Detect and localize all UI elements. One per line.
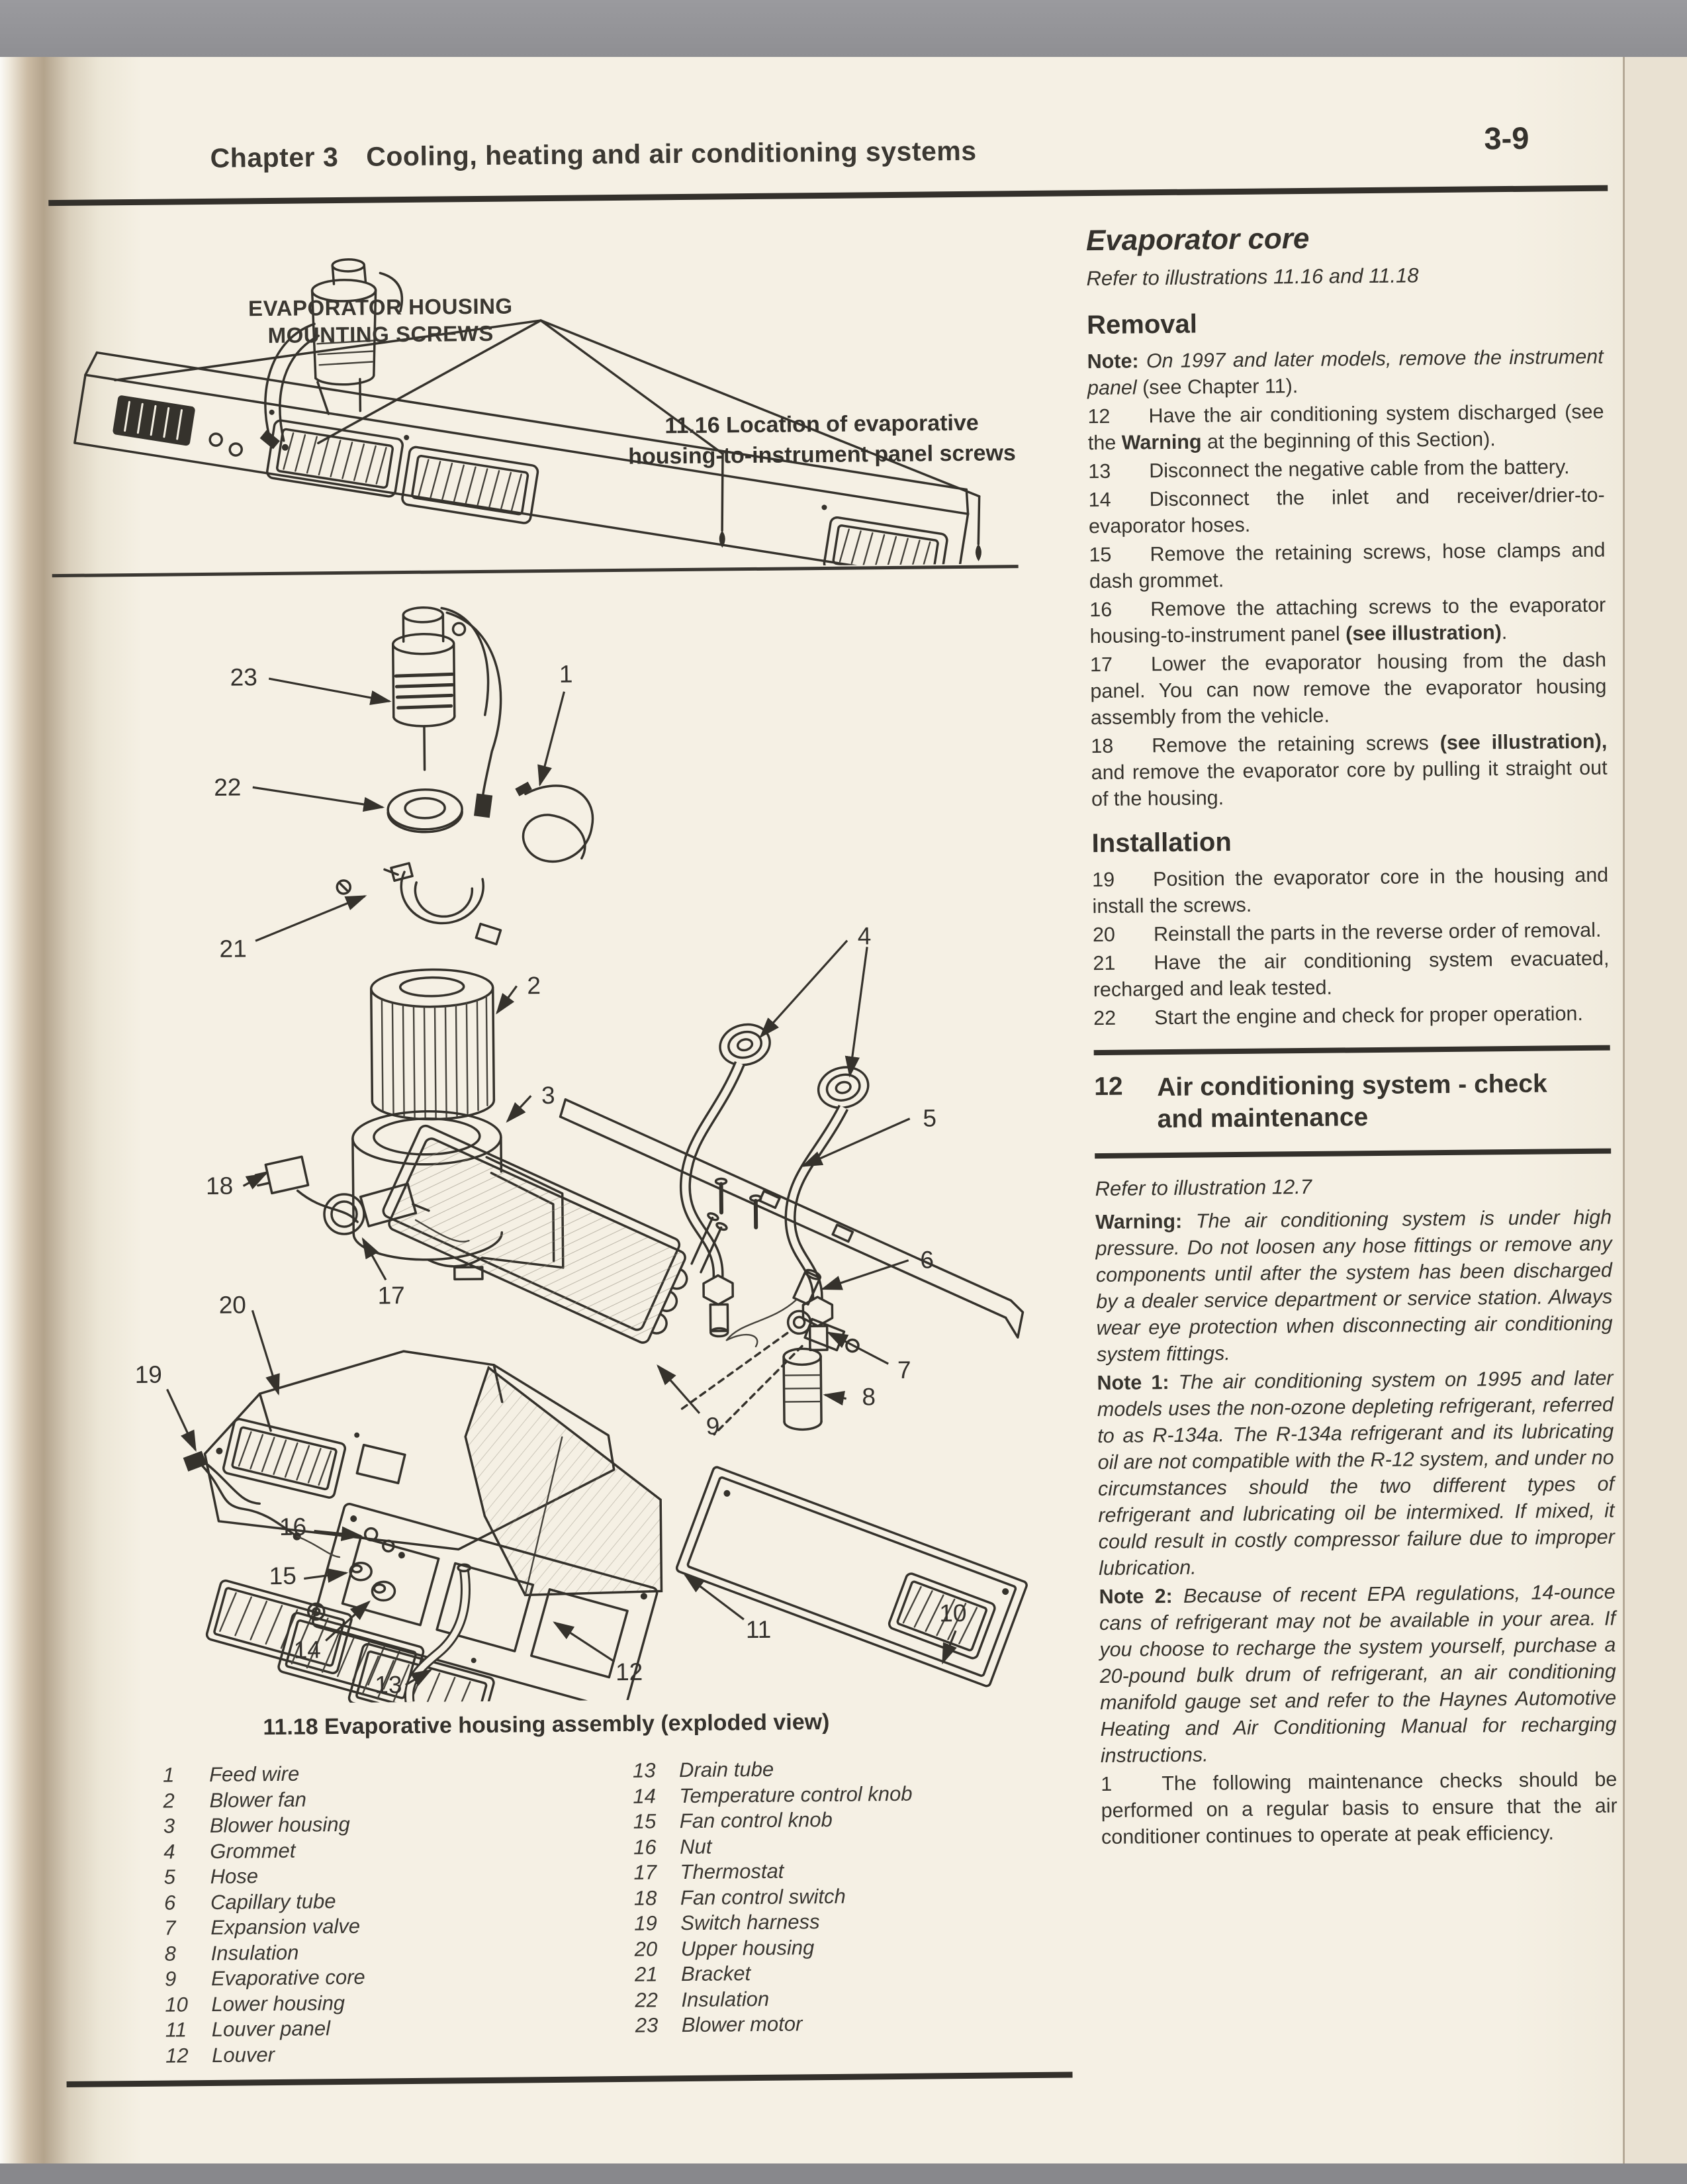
paragraph: 14 Disconnect the inlet and receiver/drier-to-evaporator hoses. <box>1088 483 1605 538</box>
paragraph: Note 2: Because of recent EPA regulations, 14-ounce cans of refrigerant may not be available in your area. If you choose to recharge the system yourself, purchase a 20-pound bulk drum of refrigerant, an air conditioning manifold gauge set and refer to the Haynes Automotive Heating and Air Conditioning Manual for recharging instructions. <box>1099 1580 1617 1768</box>
part-row <box>634 1933 1005 1962</box>
figure-11-18 <box>52 571 1029 1705</box>
removal-heading: Removal <box>1086 309 1198 340</box>
paragraph: 18 Remove the retaining screws (see illustration), and remove the evaporator core by pulling it straight out of the housing. <box>1091 730 1608 811</box>
part-number: 20 <box>634 1936 658 1961</box>
maintenance-paragraphs <box>1095 1204 1618 1850</box>
part-name: Insulation <box>210 1940 299 1965</box>
part-row <box>633 1754 1003 1783</box>
callout-number-4: 4 <box>857 922 872 950</box>
callout-number-17: 17 <box>377 1282 405 1309</box>
part-row <box>165 1937 588 1967</box>
section-12-number: 12 <box>1093 1072 1123 1102</box>
part-name: Blower fan <box>209 1787 307 1812</box>
step-number: 15 <box>1089 543 1112 567</box>
callout-number-20: 20 <box>218 1291 247 1319</box>
callout-number-14: 14 <box>293 1636 322 1664</box>
page-content <box>0 57 1623 2163</box>
header-rule <box>48 185 1608 207</box>
callout-number-1: 1 <box>559 660 573 688</box>
step-number: 12 <box>1087 404 1111 428</box>
part-number: 5 <box>163 1865 176 1889</box>
part-name: Grommet <box>210 1838 296 1863</box>
part-row <box>635 1958 1005 1987</box>
paragraph: 17 Lower the evaporator housing from the dash panel. You can now remove the evaporator housing assembly from the vehicle. <box>1089 648 1607 730</box>
text-column <box>1086 220 1618 1852</box>
part-name: Temperature control knob <box>679 1781 913 1807</box>
paragraph: Note: On 1997 and later models, remove the instrument panel (see Chapter 11). <box>1087 345 1604 400</box>
step-number: 1 <box>1101 1772 1113 1796</box>
callout-number-13: 13 <box>375 1671 402 1699</box>
page-number: 3-9 <box>1484 120 1529 156</box>
part-number: 17 <box>633 1860 657 1884</box>
part-number: 6 <box>163 1890 176 1915</box>
part-number: 13 <box>632 1758 656 1782</box>
parts-list-right <box>633 1754 1006 2038</box>
paragraph: 15 Remove the retaining screws, hose clamps and dash grommet. <box>1089 538 1606 593</box>
refer-note: Refer to illustrations 11.16 and 11.18 <box>1086 263 1419 291</box>
paragraph: Note 1: The air conditioning system on 1995 and later models uses the non-ozone depleting refrigerant, referred to as R-134a. The R-134a refrigerant and its lubricating oil are not compatible with the R-12 system, and under no circumstances should the two different types of refrigerant and lubricating oil be intermixed. If mixed, it could result in costly compressor failure due to improper lubrication. <box>1097 1366 1615 1580</box>
part-name: Louver panel <box>211 2017 331 2041</box>
part-name: Drain tube <box>678 1757 774 1782</box>
callout-number-18: 18 <box>205 1172 234 1200</box>
step-number: 14 <box>1088 488 1111 512</box>
part-row <box>165 2039 589 2069</box>
part-number: 19 <box>634 1911 657 1935</box>
part-number: 9 <box>164 1967 177 1991</box>
removal-paragraphs <box>1087 344 1608 812</box>
part-number: 3 <box>163 1814 175 1838</box>
part-name: Bracket <box>680 1962 751 1986</box>
part-name: Nut <box>680 1834 712 1858</box>
bottom-rule <box>67 2071 1073 2087</box>
part-number: 22 <box>635 1987 659 2012</box>
part-row <box>633 1831 1004 1860</box>
part-number: 21 <box>634 1962 658 1986</box>
step-number: 22 <box>1093 1006 1117 1030</box>
chapter-label: Chapter 3 <box>210 141 339 173</box>
callout-number-22: 22 <box>214 773 242 801</box>
part-row <box>165 1962 588 1992</box>
paragraph: 20 Reinstall the parts in the reverse order of removal. <box>1093 917 1609 948</box>
part-name: Lower housing <box>211 1991 345 2016</box>
part-name: Switch harness <box>680 1910 820 1935</box>
part-row <box>163 1860 587 1890</box>
part-row <box>163 1758 586 1788</box>
step-number: 21 <box>1093 951 1116 975</box>
part-number: 7 <box>164 1916 176 1940</box>
step-number: 13 <box>1088 459 1111 483</box>
part-row <box>165 2013 589 2043</box>
installation-paragraphs <box>1092 862 1610 1031</box>
part-name: Blower motor <box>681 2012 803 2037</box>
part-number: 12 <box>165 2043 189 2067</box>
part-row <box>633 1856 1004 1885</box>
section-rule-top <box>1094 1045 1610 1055</box>
part-row <box>634 1882 1005 1911</box>
part-name: Hose <box>210 1864 259 1888</box>
paragraph: 22 Start the engine and check for proper operation. <box>1093 1000 1610 1031</box>
part-name: Insulation <box>681 1987 770 2011</box>
paragraph: 1 The following maintenance checks should be performed on a regular basis to ensure that the air conditioner continues to operate at peak efficiency. <box>1101 1768 1618 1849</box>
callout-number-3: 3 <box>541 1081 555 1110</box>
callout-number-11: 11 <box>745 1615 772 1644</box>
part-number: 10 <box>165 1992 189 2017</box>
part-row <box>635 2009 1006 2038</box>
part-name: Capillary tube <box>210 1889 336 1914</box>
part-name: Fan control knob <box>679 1807 833 1833</box>
paragraph: 16 Remove the attaching screws to the evaporator housing-to-instrument panel (see illustration). <box>1089 593 1606 648</box>
callout-number-8: 8 <box>862 1383 876 1411</box>
part-number: 8 <box>164 1941 177 1966</box>
paragraph: 21 Have the air conditioning system evacuated, recharged and leak tested. <box>1093 947 1610 1002</box>
part-number: 23 <box>635 2013 659 2037</box>
callout-number-12: 12 <box>615 1658 643 1686</box>
part-number: 16 <box>633 1834 657 1859</box>
step-number: 17 <box>1089 653 1113 677</box>
step-number: 20 <box>1092 923 1116 947</box>
part-name: Thermostat <box>680 1859 784 1884</box>
part-row <box>633 1780 1003 1809</box>
part-number: 18 <box>633 1885 657 1910</box>
scanner-bed-top <box>0 0 1687 57</box>
figure-11-16-label: EVAPORATOR HOUSING MOUNTING SCREWS <box>248 293 513 348</box>
figure-11-16-drawing <box>49 218 1019 573</box>
part-row <box>165 1988 588 2018</box>
paragraph: Warning: The air conditioning system is under high pressure. Do not loosen any hose fittings or remove any components until after the system has been discharged by a dealer service department or service station. Always wear eye protection when disconnecting air conditioning system fittings. <box>1095 1206 1613 1366</box>
part-number: 11 <box>165 2018 187 2042</box>
part-name: Louver <box>212 2042 275 2067</box>
callout-number-15: 15 <box>269 1562 297 1590</box>
part-row <box>163 1809 587 1839</box>
part-name: Expansion valve <box>210 1914 361 1939</box>
callout-number-16: 16 <box>279 1513 307 1541</box>
chapter-title: Cooling, heating and air conditioning systems <box>366 135 977 172</box>
step-number: 18 <box>1091 734 1114 758</box>
part-name: Upper housing <box>680 1935 815 1960</box>
part-row <box>164 1886 588 1916</box>
callout-number-2: 2 <box>527 972 541 1000</box>
page-edge-strip <box>1623 57 1687 2163</box>
part-row <box>163 1835 587 1865</box>
figure-11-18-caption: 11.18 Evaporative housing assembly (exploded view) <box>263 1709 830 1740</box>
part-number: 14 <box>633 1783 657 1808</box>
part-number: 1 <box>162 1763 175 1787</box>
part-row <box>633 1805 1004 1834</box>
callout-number-23: 23 <box>230 663 257 691</box>
callout-number-19: 19 <box>134 1360 163 1389</box>
part-name: Evaporative core <box>210 1965 365 1990</box>
part-name: Fan control switch <box>680 1884 846 1909</box>
installation-heading: Installation <box>1091 828 1232 859</box>
part-name: Blower housing <box>209 1812 350 1837</box>
parts-list-left <box>163 1758 589 2068</box>
callout-number-10: 10 <box>939 1599 967 1627</box>
section-rule-bottom <box>1095 1149 1611 1159</box>
callout-number-21: 21 <box>219 935 247 963</box>
paragraph: 13 Disconnect the negative cable from the battery. <box>1088 453 1604 485</box>
part-number: 15 <box>633 1809 657 1833</box>
step-number: 19 <box>1092 868 1115 892</box>
page-header <box>210 136 976 174</box>
part-row <box>163 1784 586 1814</box>
callout-number-7: 7 <box>897 1356 911 1384</box>
part-number: 4 <box>163 1839 175 1864</box>
part-row <box>164 1911 588 1941</box>
figure-11-16 <box>49 218 1019 573</box>
section-12-header <box>1094 1068 1611 1136</box>
step-number: 16 <box>1089 598 1113 622</box>
part-name: Feed wire <box>208 1762 300 1786</box>
part-number: 2 <box>163 1788 175 1813</box>
section-12-title: Air conditioning system - check and maintenance <box>1157 1069 1547 1134</box>
refer-note-2: Refer to illustration 12.7 <box>1095 1174 1312 1201</box>
paragraph: 12 Have the air conditioning system discharged (see the Warning at the beginning of this Section). <box>1087 400 1604 455</box>
part-row <box>635 1984 1005 2013</box>
scanner-bed-bottom <box>0 2163 1687 2184</box>
callout-number-5: 5 <box>923 1104 937 1132</box>
part-row <box>634 1907 1005 1936</box>
callout-number-6: 6 <box>920 1246 935 1274</box>
manual-page <box>0 57 1623 2163</box>
figure-11-18-drawing <box>52 571 1029 1705</box>
callout-number-9: 9 <box>706 1412 720 1440</box>
section-heading: Evaporator core <box>1085 222 1310 258</box>
paragraph: 19 Position the evaporator core in the housing and install the screws. <box>1092 863 1609 918</box>
figure-11-16-caption: 11.16 Location of evaporative housing-to-instrument panel screws <box>628 410 1017 469</box>
